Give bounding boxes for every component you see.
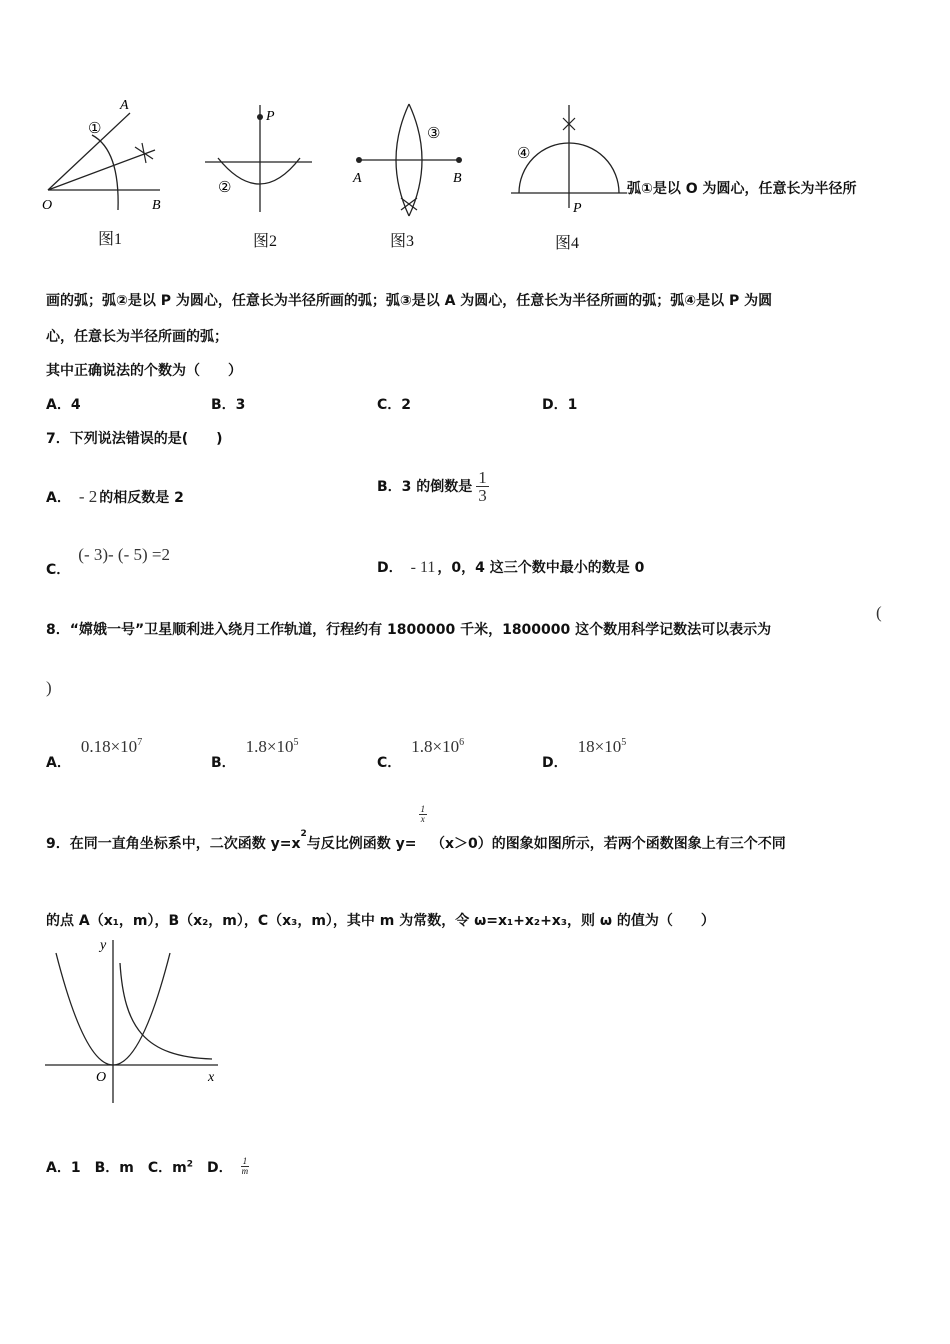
q9-option-b[interactable]: B．m: [94, 1160, 134, 1176]
q8-c-base: 1.8×10: [411, 737, 460, 756]
q7-b-fraction: [476, 469, 489, 504]
f1-label-o: O: [42, 198, 53, 213]
q7-option-b[interactable]: [377, 462, 489, 510]
q9-option-a[interactable]: A．1: [46, 1160, 81, 1176]
q7-option-a[interactable]: [46, 487, 184, 507]
q8-c-exp: 6: [459, 737, 465, 748]
q8-option-b[interactable]: [211, 737, 299, 771]
q6-option-c[interactable]: C．2: [377, 397, 412, 413]
f2-label-c2: ②: [218, 180, 232, 196]
q7-stem: 7．下列说法错误的是( ): [46, 431, 223, 447]
q9-stem-a: 9．在同一直角坐标系中，二次函数 y=x: [46, 836, 301, 852]
q8-a-base: 0.18×10: [80, 737, 138, 756]
f1-label-a: A: [120, 98, 129, 113]
q6-option-b[interactable]: B．3: [211, 397, 246, 413]
q9-stem-line2: 的点 A（x₁，m），B（x₂，m），C（x₃，m），其中 m 为常数，令 ω=x₁+x₂+x₃，则 ω 的值为（ ）: [46, 913, 715, 929]
figure-4: [505, 100, 630, 220]
f1-label-c1: ①: [88, 121, 102, 137]
q6-question: 其中正确说法的个数为（ ）: [46, 363, 242, 379]
f3-label-b: B: [453, 171, 462, 186]
q8-b-label: B．: [211, 755, 236, 771]
q8-stem: 8．“嫦娥一号”卫星顺利进入绕月工作轨道，行程约有 1800000 千米，1800000 这个数用科学记数法可以表示为: [46, 622, 772, 638]
q7-c-math: (- 3)- (- 5) =2: [78, 545, 170, 564]
q8-c-label: C．: [377, 755, 402, 771]
q7-b-num: 1: [478, 467, 487, 487]
q9-options: [46, 1135, 249, 1177]
q7-b-den: 3: [478, 485, 487, 505]
q7-d-text: ，0，4 这三个数中最小的数是 0: [437, 560, 645, 576]
q6-option-d[interactable]: D．1: [542, 397, 578, 413]
q7-option-c[interactable]: [46, 545, 170, 579]
q6-statement-line1: 弧①是以 O 为圆心，任意长为半径所: [627, 181, 857, 197]
q8-b-exp: 5: [293, 737, 299, 748]
q8-option-d[interactable]: [542, 737, 627, 771]
q6-statement-line2: 画的弧；弧②是以 P 为圆心，任意长为半径所画的弧；弧③是以 A 为圆心，任意长为半径所画的弧；弧④是以 P 为圆: [46, 293, 773, 309]
figure-3: [345, 98, 475, 218]
q8-open-paren: (: [876, 603, 882, 622]
q8-a-label: A．: [46, 755, 71, 771]
fig1-caption: 图1: [98, 231, 123, 248]
q9-stem-b: 与反比例函数 y=: [306, 836, 417, 852]
f2-label-p: P: [266, 109, 275, 124]
q9-graph-o: O: [96, 1070, 107, 1085]
q7-c-label: C．: [46, 562, 71, 578]
q9-option-c-text: C．m: [147, 1160, 187, 1176]
q9-option-d[interactable]: [207, 1157, 249, 1177]
q9-option-d-fraction: [241, 1157, 250, 1176]
q9-option-c-exp: 2: [186, 1159, 193, 1170]
q8-d-exp: 5: [621, 737, 627, 748]
fig4-caption: 图4: [555, 235, 580, 252]
q8-d-base: 18×10: [577, 737, 622, 756]
q8-close-paren: ): [46, 678, 52, 697]
q7-b-label: B．3 的倒数是: [377, 479, 473, 495]
q7-a-text: 的相反数是 2: [99, 490, 184, 506]
q8-option-a[interactable]: [46, 737, 143, 771]
q9-graph-x: x: [208, 1070, 215, 1085]
q7-a-label: A．: [46, 490, 71, 506]
fig3-caption: 图3: [390, 233, 415, 250]
q7-d-math: - 11: [410, 559, 436, 576]
figure-2: [200, 100, 315, 215]
q9-fraction: [419, 805, 428, 824]
f4-label-p: P: [573, 201, 582, 216]
q8-d-label: D．: [542, 755, 568, 771]
q7-option-d[interactable]: [377, 557, 644, 577]
q9-option-d-label: D．: [206, 1160, 233, 1176]
q7-d-label: D．: [377, 560, 403, 576]
f1-label-b: B: [152, 198, 161, 213]
q9-option-c[interactable]: [148, 1157, 193, 1177]
q8-a-exp: 7: [137, 737, 143, 748]
q9-frac-den: x: [420, 814, 425, 824]
q9-option-d-num: 1: [242, 1156, 248, 1166]
q6-option-a[interactable]: A．4: [46, 397, 81, 413]
q9-stem-c: （x＞0）的图象如图所示，若两个函数图象上有三个不同: [431, 836, 786, 852]
q9-frac-num: 1: [420, 804, 426, 814]
q9-graph-y: y: [100, 938, 107, 953]
q9-stem-line1: [46, 805, 786, 853]
f3-label-a: A: [353, 171, 362, 186]
q8-option-c[interactable]: [377, 737, 465, 771]
figure-1: [40, 95, 175, 220]
q9-option-d-den: m: [241, 1166, 249, 1176]
q7-a-math: - 2: [78, 487, 98, 506]
fig2-caption: 图2: [253, 233, 278, 250]
q8-b-base: 1.8×10: [245, 737, 294, 756]
f4-label-c4: ④: [517, 146, 531, 162]
q9-square: 2: [300, 829, 307, 839]
f3-label-c3: ③: [427, 126, 441, 142]
q9-graph: [40, 935, 225, 1105]
q6-statement-line3: 心，任意长为半径所画的弧；: [46, 329, 228, 345]
